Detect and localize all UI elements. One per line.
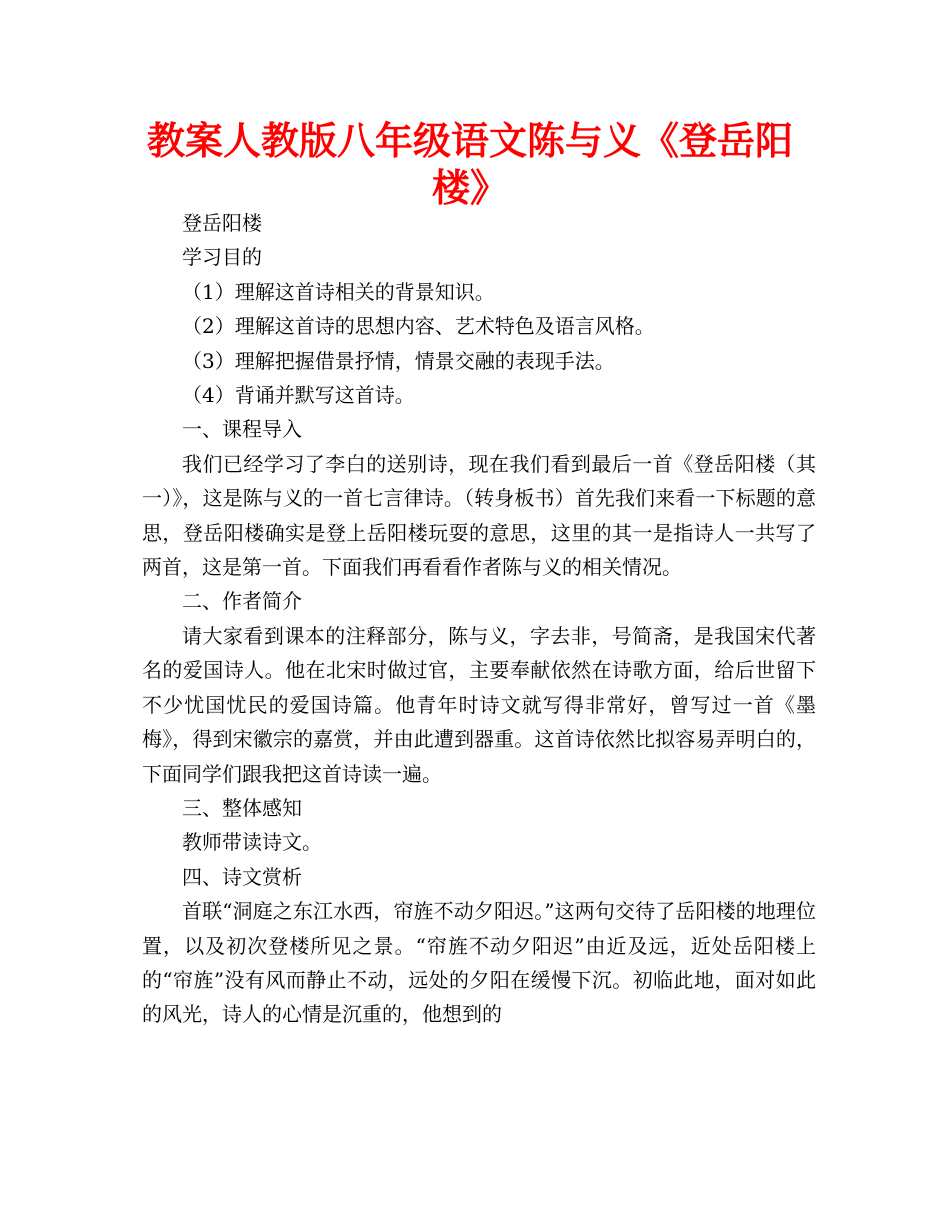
goal-item-3: （3）理解把握借景抒情，情景交融的表现手法。 xyxy=(182,348,615,373)
goal-item-2: （2）理解这首诗的思想内容、艺术特色及语言风格。 xyxy=(182,314,655,339)
paragraph-intro: 我们已经学习了李白的送别诗，现在我们看到最后一首《登岳阳楼（其一）》，这是陈与义的一首七言律诗。（转身板书）首先我们来看一下标题的意思，登岳阳楼确实是登上岳阳楼玩耍的意思，这里的其一是指诗人一共写了两首，这是第一首。下面我们再看看作者陈与义的相关情况。 xyxy=(142,451,816,580)
goal-item-4: （4）背诵并默写这首诗。 xyxy=(182,383,415,408)
document-body xyxy=(142,206,816,1032)
section-heading-intro: 一、课程导入 xyxy=(182,417,302,442)
heading-learning-goals: 学习目的 xyxy=(182,245,262,270)
paragraph-author: 请大家看到课本的注释部分，陈与义，字去非，号简斋，是我国宋代著名的爱国诗人。他在北宋时做过官，主要奉献依然在诗歌方面，给后世留下不少忧国忧民的爱国诗篇。他青年时诗文就写得非常好，曾写过一首《墨梅》，得到宋徽宗的嘉赏，并由此遭到器重。这首诗依然比拟容易弄明白的，下面同学们跟我把这首诗读一遍。 xyxy=(142,623,816,786)
goal-item-1: （1）理解这首诗相关的背景知识。 xyxy=(182,279,495,304)
section-heading-overview: 三、整体感知 xyxy=(182,795,302,820)
document-title: 教案人教版八年级语文陈与义《登岳阳楼》 xyxy=(146,119,793,210)
section-heading-author: 二、作者简介 xyxy=(182,589,302,614)
section-heading-analysis: 四、诗文赏析 xyxy=(182,864,302,889)
paragraph-overview: 教师带读诗文。 xyxy=(182,830,322,855)
paragraph-analysis: 首联“洞庭之东江水西，帘旌不动夕阳迟。”这两句交待了岳阳楼的地理位置，以及初次登楼所见之景。“帘旌不动夕阳迟”由近及远，近处岳阳楼上的“帘旌”没有风而静止不动，远处的夕阳在缓慢下沉。初临此地，面对如此的风光，诗人的心情是沉重的，他想到的 xyxy=(142,899,816,1027)
heading-poem-title: 登岳阳楼 xyxy=(182,211,262,235)
